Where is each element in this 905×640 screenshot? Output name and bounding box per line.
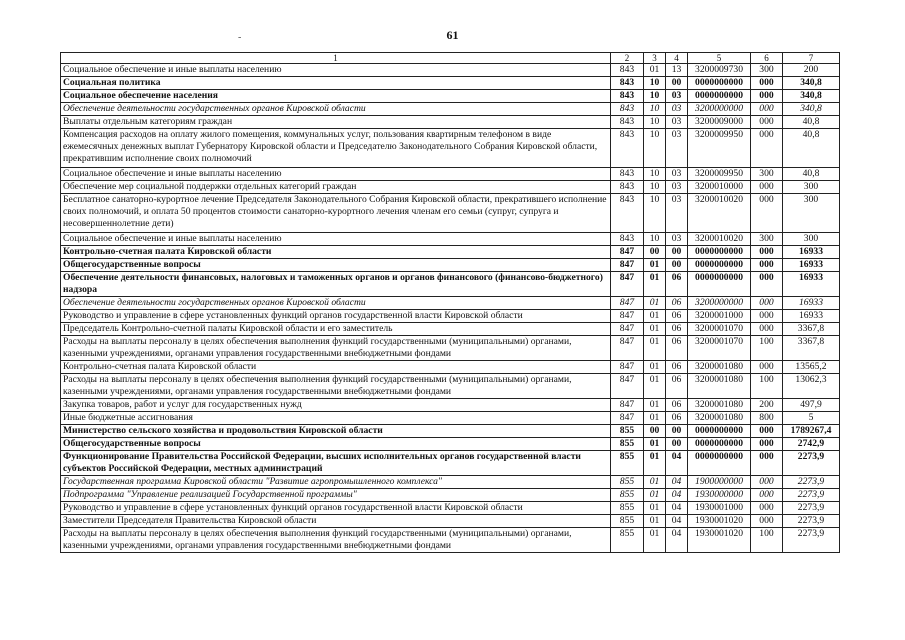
row-subsection-cell: 06 (666, 272, 688, 297)
row-code-cell: 843 (611, 90, 644, 103)
row-section-cell: 01 (644, 259, 666, 272)
table-row (61, 194, 840, 233)
row-expense-type-cell: 200 (751, 399, 783, 412)
row-section-cell: 01 (644, 489, 666, 502)
row-target-item-cell: 0000000000 (688, 451, 751, 476)
row-subsection-cell: 06 (666, 361, 688, 374)
row-expense-type-cell: 300 (751, 64, 783, 77)
row-amount-cell: 1789267,4 (783, 425, 840, 438)
table-row (61, 399, 840, 412)
row-name-cell: Социальная политика (61, 77, 611, 90)
row-amount-cell: 300 (783, 233, 840, 246)
row-expense-type-cell: 300 (751, 233, 783, 246)
header-col-1: 1 (61, 53, 611, 64)
row-section-cell: 01 (644, 336, 666, 361)
row-amount-cell: 13062,3 (783, 374, 840, 399)
row-subsection-cell: 00 (666, 425, 688, 438)
row-subsection-cell: 04 (666, 476, 688, 489)
row-expense-type-cell: 100 (751, 336, 783, 361)
row-name-cell: Социальное обеспечение и иные выплаты населению (61, 168, 611, 181)
row-amount-cell: 2273,9 (783, 515, 840, 528)
row-target-item-cell: 0000000000 (688, 77, 751, 90)
row-target-item-cell: 0000000000 (688, 259, 751, 272)
row-name-cell: Контрольно-счетная палата Кировской области (61, 361, 611, 374)
row-amount-cell: 16933 (783, 297, 840, 310)
row-expense-type-cell: 000 (751, 476, 783, 489)
row-name-cell: Заместители Председателя Правительства Кировской области (61, 515, 611, 528)
row-code-cell: 855 (611, 528, 644, 553)
row-subsection-cell: 03 (666, 168, 688, 181)
row-target-item-cell: 0000000000 (688, 90, 751, 103)
row-section-cell: 01 (644, 399, 666, 412)
row-code-cell: 855 (611, 425, 644, 438)
row-section-cell: 01 (644, 374, 666, 399)
table-row (61, 103, 840, 116)
table-row (61, 451, 840, 476)
table-row (61, 361, 840, 374)
row-target-item-cell: 3200009950 (688, 168, 751, 181)
row-subsection-cell: 03 (666, 233, 688, 246)
row-subsection-cell: 13 (666, 64, 688, 77)
row-section-cell: 01 (644, 502, 666, 515)
header-col-6: 6 (751, 53, 783, 64)
row-section-cell: 10 (644, 90, 666, 103)
row-code-cell: 843 (611, 129, 644, 168)
table-row (61, 90, 840, 103)
row-target-item-cell: 1930001000 (688, 502, 751, 515)
row-target-item-cell: 0000000000 (688, 425, 751, 438)
row-expense-type-cell: 000 (751, 129, 783, 168)
row-target-item-cell: 0000000000 (688, 272, 751, 297)
table-row (61, 64, 840, 77)
row-amount-cell: 13565,2 (783, 361, 840, 374)
row-section-cell: 01 (644, 451, 666, 476)
row-expense-type-cell: 000 (751, 259, 783, 272)
row-target-item-cell: 3200001000 (688, 310, 751, 323)
row-section-cell: 01 (644, 515, 666, 528)
row-target-item-cell: 1930001020 (688, 528, 751, 553)
row-expense-type-cell: 000 (751, 323, 783, 336)
row-subsection-cell: 04 (666, 528, 688, 553)
row-expense-type-cell: 100 (751, 374, 783, 399)
row-name-cell: Социальное обеспечение и иные выплаты населению (61, 233, 611, 246)
row-subsection-cell: 06 (666, 297, 688, 310)
row-code-cell: 847 (611, 323, 644, 336)
row-name-cell: Расходы на выплаты персоналу в целях обеспечения выполнения функций государственными (муниципальными) органами, казенными учреждениями, органами управления государственными внебюджетными фондами (61, 336, 611, 361)
row-code-cell: 843 (611, 194, 644, 233)
row-code-cell: 847 (611, 336, 644, 361)
row-amount-cell: 3367,8 (783, 336, 840, 361)
row-subsection-cell: 06 (666, 374, 688, 399)
row-name-cell: Расходы на выплаты персоналу в целях обеспечения выполнения функций государственными (муниципальными) органами, казенными учреждениями, органами управления государственными внебюджетными фондами (61, 528, 611, 553)
row-section-cell: 01 (644, 476, 666, 489)
row-expense-type-cell: 000 (751, 361, 783, 374)
row-amount-cell: 3367,8 (783, 323, 840, 336)
row-code-cell: 843 (611, 168, 644, 181)
row-code-cell: 843 (611, 116, 644, 129)
row-section-cell: 10 (644, 77, 666, 90)
row-subsection-cell: 00 (666, 438, 688, 451)
row-name-cell: Подпрограмма "Управление реализацией Государственной программы" (61, 489, 611, 502)
row-name-cell: Общегосударственные вопросы (61, 438, 611, 451)
table-row (61, 181, 840, 194)
table-row (61, 528, 840, 553)
row-target-item-cell: 3200009950 (688, 129, 751, 168)
row-amount-cell: 16933 (783, 246, 840, 259)
table-row (61, 425, 840, 438)
row-subsection-cell: 00 (666, 259, 688, 272)
row-expense-type-cell: 000 (751, 116, 783, 129)
header-col-4: 4 (666, 53, 688, 64)
row-amount-cell: 40,8 (783, 129, 840, 168)
row-subsection-cell: 04 (666, 515, 688, 528)
row-section-cell: 01 (644, 528, 666, 553)
row-amount-cell: 5 (783, 412, 840, 425)
row-code-cell: 847 (611, 259, 644, 272)
table-row (61, 259, 840, 272)
row-code-cell: 843 (611, 181, 644, 194)
row-name-cell: Функционирование Правительства Российской Федерации, высших исполнительных органов государственной власти субъектов Российской Федерации, местных администраций (61, 451, 611, 476)
row-name-cell: Обеспечение деятельности государственных органов Кировской области (61, 297, 611, 310)
table-row (61, 412, 840, 425)
row-subsection-cell: 03 (666, 194, 688, 233)
row-subsection-cell: 06 (666, 323, 688, 336)
row-subsection-cell: 00 (666, 77, 688, 90)
row-code-cell: 843 (611, 64, 644, 77)
row-target-item-cell: 0000000000 (688, 438, 751, 451)
row-amount-cell: 2273,9 (783, 528, 840, 553)
row-section-cell: 01 (644, 412, 666, 425)
row-code-cell: 847 (611, 412, 644, 425)
row-target-item-cell: 1900000000 (688, 476, 751, 489)
row-code-cell: 847 (611, 246, 644, 259)
row-target-item-cell: 3200001080 (688, 374, 751, 399)
row-amount-cell: 2742,9 (783, 438, 840, 451)
row-name-cell: Обеспечение деятельности государственных органов Кировской области (61, 103, 611, 116)
row-expense-type-cell: 000 (751, 502, 783, 515)
row-section-cell: 01 (644, 323, 666, 336)
row-name-cell: Контрольно-счетная палата Кировской области (61, 246, 611, 259)
row-name-cell: Закупка товаров, работ и услуг для государственных нужд (61, 399, 611, 412)
row-target-item-cell: 0000000000 (688, 246, 751, 259)
row-name-cell: Руководство и управление в сфере установленных функций органов государственной власти Кировской области (61, 310, 611, 323)
row-subsection-cell: 03 (666, 103, 688, 116)
page-number: 61 (446, 28, 459, 42)
row-subsection-cell: 06 (666, 310, 688, 323)
table-row (61, 374, 840, 399)
row-expense-type-cell: 000 (751, 90, 783, 103)
table-row (61, 310, 840, 323)
row-target-item-cell: 3200009730 (688, 64, 751, 77)
row-name-cell: Выплаты отдельным категориям граждан (61, 116, 611, 129)
row-amount-cell: 40,8 (783, 116, 840, 129)
row-amount-cell: 300 (783, 194, 840, 233)
row-name-cell: Социальное обеспечение и иные выплаты населению (61, 64, 611, 77)
table-row (61, 323, 840, 336)
row-amount-cell: 200 (783, 64, 840, 77)
row-expense-type-cell: 100 (751, 528, 783, 553)
row-expense-type-cell: 000 (751, 438, 783, 451)
row-code-cell: 847 (611, 310, 644, 323)
row-subsection-cell: 06 (666, 412, 688, 425)
row-target-item-cell: 3200000000 (688, 297, 751, 310)
row-amount-cell: 300 (783, 181, 840, 194)
row-section-cell: 01 (644, 438, 666, 451)
table-row (61, 515, 840, 528)
row-amount-cell: 340,8 (783, 103, 840, 116)
row-name-cell: Социальное обеспечение населения (61, 90, 611, 103)
table-row (61, 438, 840, 451)
row-subsection-cell: 04 (666, 502, 688, 515)
row-section-cell: 01 (644, 310, 666, 323)
row-section-cell: 10 (644, 194, 666, 233)
row-subsection-cell: 04 (666, 489, 688, 502)
row-amount-cell: 16933 (783, 259, 840, 272)
row-name-cell: Государственная программа Кировской области "Развитие агропромышленного комплекса" (61, 476, 611, 489)
row-code-cell: 847 (611, 399, 644, 412)
row-expense-type-cell: 000 (751, 310, 783, 323)
row-code-cell: 855 (611, 489, 644, 502)
row-section-cell: 00 (644, 425, 666, 438)
row-code-cell: 855 (611, 515, 644, 528)
row-expense-type-cell: 000 (751, 515, 783, 528)
header-col-5: 5 (688, 53, 751, 64)
row-target-item-cell: 1930001020 (688, 515, 751, 528)
row-section-cell: 10 (644, 103, 666, 116)
row-name-cell: Бесплатное санаторно-курортное лечение Председателя Законодательного Собрания Кировской области, прекратившего исполнение своих полномочий, и оплата 50 процентов стоимости санаторно-курортного лечения членам его семьи (супруг, супруга и несовершеннолетние дети) (61, 194, 611, 233)
row-expense-type-cell: 000 (751, 272, 783, 297)
row-name-cell: Министерство сельского хозяйства и продовольствия Кировской области (61, 425, 611, 438)
row-expense-type-cell: 000 (751, 451, 783, 476)
row-amount-cell: 2273,9 (783, 476, 840, 489)
row-expense-type-cell: 000 (751, 425, 783, 438)
scan-mark: - (238, 32, 242, 43)
row-amount-cell: 16933 (783, 272, 840, 297)
row-code-cell: 847 (611, 374, 644, 399)
row-subsection-cell: 03 (666, 116, 688, 129)
row-name-cell: Компенсация расходов на оплату жилого помещения, коммунальных услуг, пользования квартирным телефоном в виде ежемесячных денежных выплат Губернатору Кировской области и Председателю Законодательного Собрания Кировской области, прекратившим исполнение своих полномочий (61, 129, 611, 168)
table-row (61, 168, 840, 181)
row-subsection-cell: 00 (666, 246, 688, 259)
row-target-item-cell: 3200010020 (688, 194, 751, 233)
table-row (61, 246, 840, 259)
header-col-7: 7 (783, 53, 840, 64)
row-subsection-cell: 03 (666, 181, 688, 194)
row-amount-cell: 340,8 (783, 77, 840, 90)
row-section-cell: 01 (644, 361, 666, 374)
row-expense-type-cell: 000 (751, 297, 783, 310)
row-amount-cell: 497,9 (783, 399, 840, 412)
row-section-cell: 01 (644, 64, 666, 77)
row-expense-type-cell: 000 (751, 103, 783, 116)
row-code-cell: 847 (611, 361, 644, 374)
table-row (61, 129, 840, 168)
row-section-cell: 10 (644, 181, 666, 194)
row-target-item-cell: 3200001070 (688, 336, 751, 361)
row-section-cell: 10 (644, 116, 666, 129)
table-row (61, 272, 840, 297)
row-subsection-cell: 03 (666, 90, 688, 103)
row-expense-type-cell: 000 (751, 181, 783, 194)
table-row (61, 297, 840, 310)
table-row (61, 336, 840, 361)
row-target-item-cell: 1930000000 (688, 489, 751, 502)
row-target-item-cell: 3200000000 (688, 103, 751, 116)
row-target-item-cell: 3200001080 (688, 412, 751, 425)
row-name-cell: Иные бюджетные ассигнования (61, 412, 611, 425)
row-code-cell: 855 (611, 502, 644, 515)
row-name-cell: Общегосударственные вопросы (61, 259, 611, 272)
row-subsection-cell: 06 (666, 399, 688, 412)
row-target-item-cell: 3200009000 (688, 116, 751, 129)
row-expense-type-cell: 000 (751, 246, 783, 259)
row-code-cell: 855 (611, 451, 644, 476)
row-target-item-cell: 3200001080 (688, 399, 751, 412)
header-col-2: 2 (611, 53, 644, 64)
row-name-cell: Председатель Контрольно-счетной палаты Кировской области и его заместитель (61, 323, 611, 336)
row-target-item-cell: 3200010020 (688, 233, 751, 246)
row-section-cell: 10 (644, 168, 666, 181)
row-amount-cell: 2273,9 (783, 502, 840, 515)
row-amount-cell: 2273,9 (783, 451, 840, 476)
row-section-cell: 01 (644, 272, 666, 297)
row-target-item-cell: 3200001080 (688, 361, 751, 374)
row-name-cell: Обеспечение мер социальной поддержки отдельных категорий граждан (61, 181, 611, 194)
row-section-cell: 10 (644, 129, 666, 168)
table-row (61, 233, 840, 246)
row-expense-type-cell: 000 (751, 489, 783, 502)
row-section-cell: 01 (644, 297, 666, 310)
row-code-cell: 843 (611, 233, 644, 246)
row-expense-type-cell: 000 (751, 77, 783, 90)
table-row (61, 77, 840, 90)
row-code-cell: 847 (611, 297, 644, 310)
table-header-row (61, 53, 840, 64)
table-row (61, 476, 840, 489)
header-col-3: 3 (644, 53, 666, 64)
row-code-cell: 843 (611, 103, 644, 116)
table-row (61, 116, 840, 129)
row-expense-type-cell: 000 (751, 194, 783, 233)
row-code-cell: 843 (611, 77, 644, 90)
budget-table (60, 52, 840, 553)
table-row (61, 502, 840, 515)
row-expense-type-cell: 800 (751, 412, 783, 425)
row-expense-type-cell: 300 (751, 168, 783, 181)
row-amount-cell: 16933 (783, 310, 840, 323)
row-subsection-cell: 06 (666, 336, 688, 361)
row-target-item-cell: 3200001070 (688, 323, 751, 336)
row-target-item-cell: 3200010000 (688, 181, 751, 194)
row-amount-cell: 40,8 (783, 168, 840, 181)
row-name-cell: Расходы на выплаты персоналу в целях обеспечения выполнения функций государственными (муниципальными) органами, казенными учреждениями, органами управления государственными внебюджетными фондами (61, 374, 611, 399)
table-row (61, 489, 840, 502)
row-section-cell: 00 (644, 246, 666, 259)
row-amount-cell: 2273,9 (783, 489, 840, 502)
row-code-cell: 855 (611, 476, 644, 489)
row-name-cell: Руководство и управление в сфере установленных функций органов государственной власти Кировской области (61, 502, 611, 515)
row-section-cell: 10 (644, 233, 666, 246)
row-code-cell: 855 (611, 438, 644, 451)
row-subsection-cell: 03 (666, 129, 688, 168)
row-code-cell: 847 (611, 272, 644, 297)
row-name-cell: Обеспечение деятельности финансовых, налоговых и таможенных органов и органов финансового (финансово-бюджетного) надзора (61, 272, 611, 297)
row-subsection-cell: 04 (666, 451, 688, 476)
row-amount-cell: 340,8 (783, 90, 840, 103)
